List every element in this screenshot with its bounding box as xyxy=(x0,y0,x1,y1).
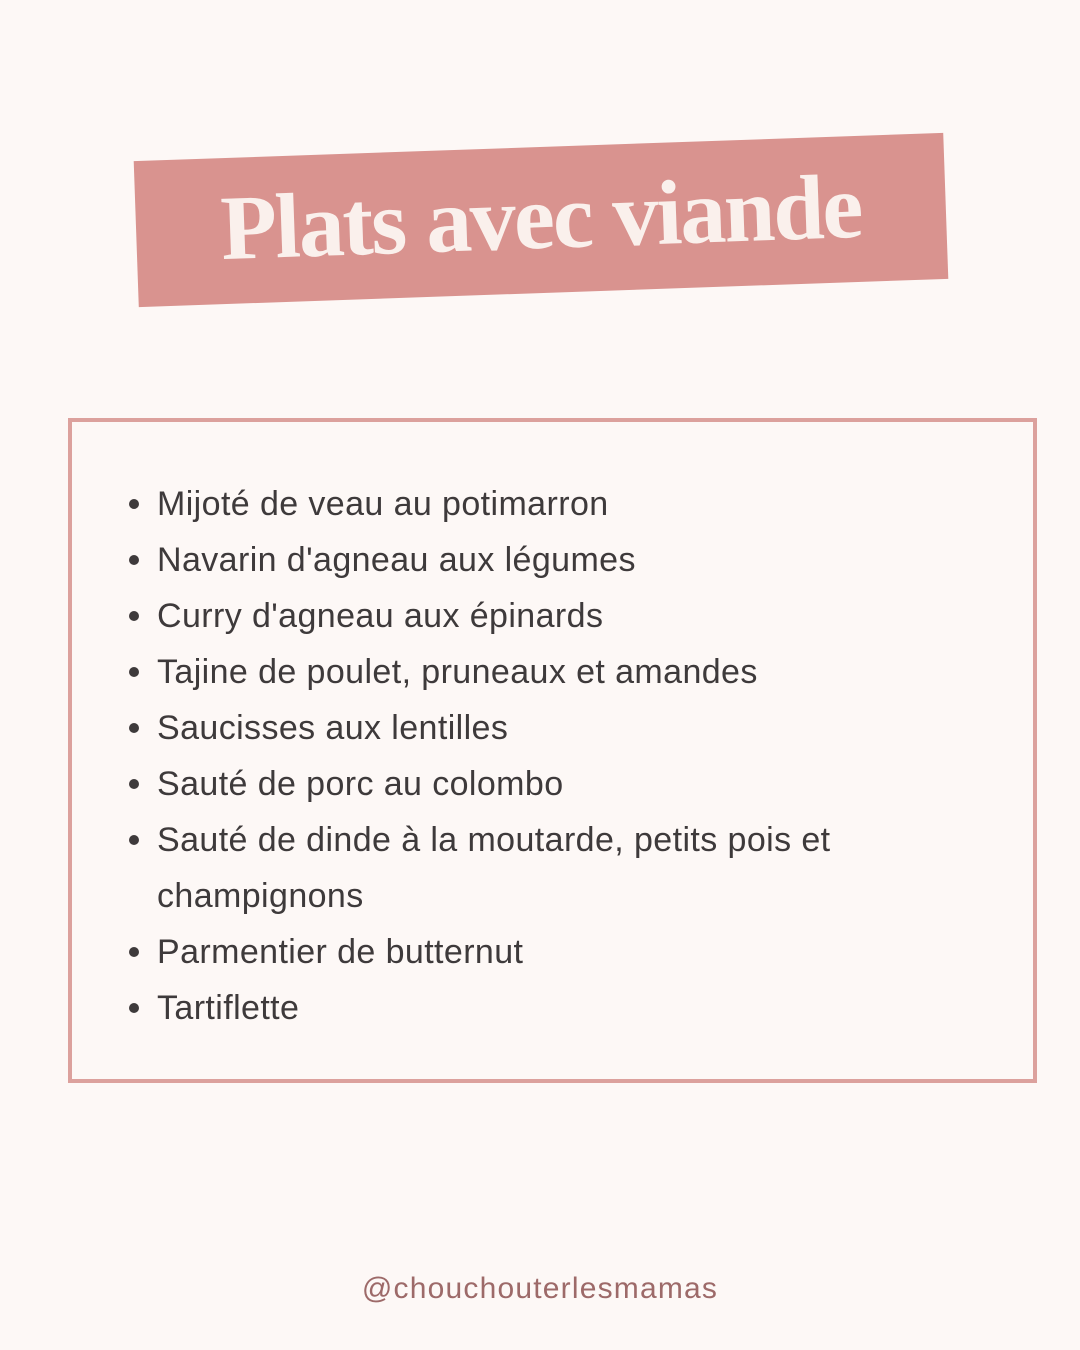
list-item: Curry d'agneau aux épinards xyxy=(157,588,1037,644)
list-item: Tartiflette xyxy=(157,980,1037,1036)
list-item: Sauté de dinde à la moutarde, petits pois et champignons xyxy=(157,812,1037,924)
page-title: Plats avec viande xyxy=(219,154,863,280)
list-item: Tajine de poulet, pruneaux et amandes xyxy=(157,644,1037,700)
title-banner xyxy=(134,133,949,307)
dish-list xyxy=(157,476,1037,1036)
dish-list-box xyxy=(68,418,1037,1083)
list-item: Sauté de porc au colombo xyxy=(157,756,1037,812)
list-item: Mijoté de veau au potimarron xyxy=(157,476,1037,532)
social-handle: @chouchouterlesmamas xyxy=(361,1272,719,1305)
list-item: Parmentier de butternut xyxy=(157,924,1037,980)
list-item: Saucisses aux lentilles xyxy=(157,700,1037,756)
list-item: Navarin d'agneau aux légumes xyxy=(157,532,1037,588)
